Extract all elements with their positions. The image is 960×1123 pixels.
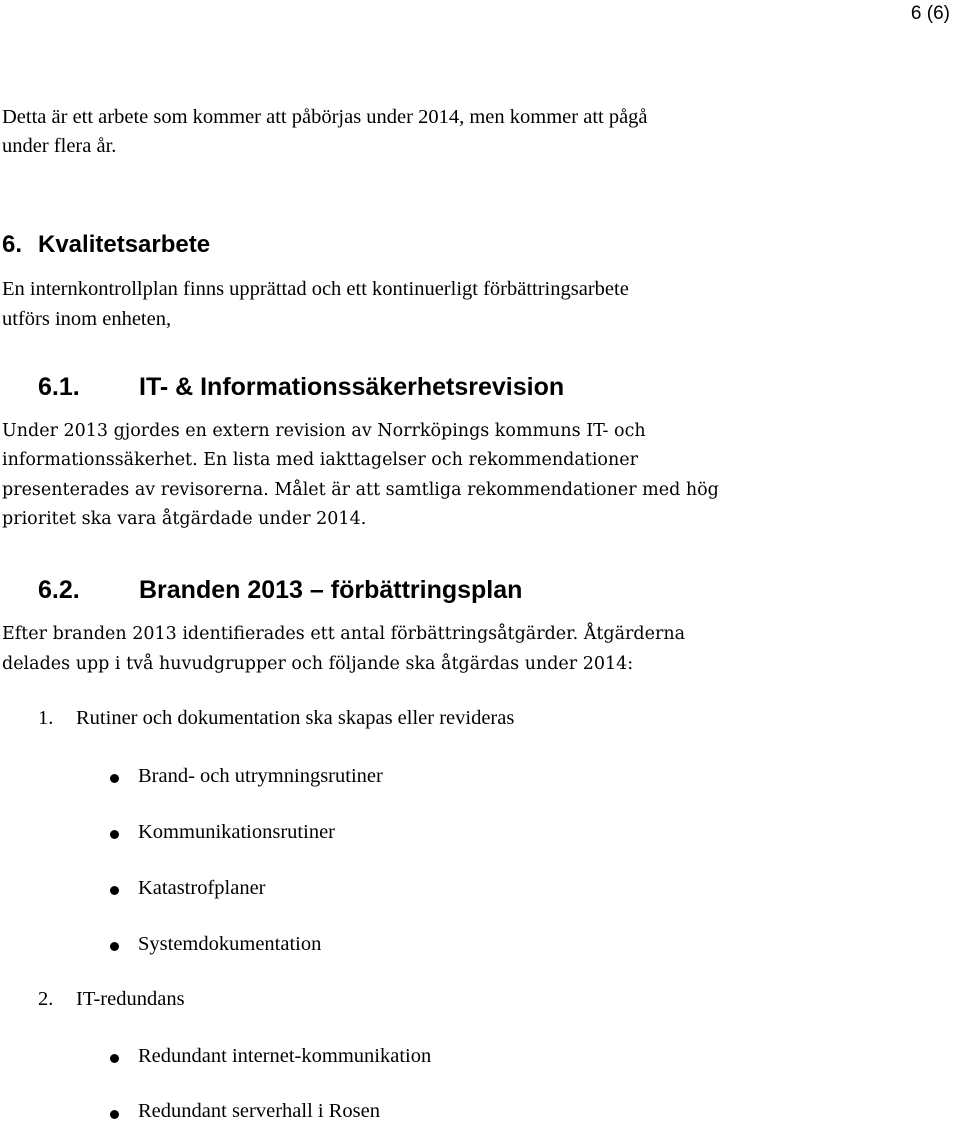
section-6-number: 6. bbox=[2, 231, 23, 258]
bullet-icon bbox=[110, 830, 119, 839]
list-item-label: Rutiner och dokumentation ska skapas eller revideras bbox=[76, 707, 515, 729]
list-item-text: Systemdokumentation bbox=[138, 933, 322, 955]
bullet-icon bbox=[110, 1110, 119, 1119]
section-6-line-2: utförs inom enheten, bbox=[2, 308, 172, 330]
section-6-1-line-3: presenterades av revisorerna. Målet är att samtliga rekommendationer med hög bbox=[2, 480, 719, 500]
page-number: 6 (6) bbox=[910, 3, 950, 24]
list-item-text: Redundant serverhall i Rosen bbox=[138, 1100, 380, 1122]
section-6-1-line-4: prioritet ska vara åtgärdade under 2014. bbox=[2, 509, 367, 529]
list-item-text: Redundant internet-kommunikation bbox=[138, 1045, 432, 1067]
section-6-2-line-1: Efter branden 2013 identifierades ett antal förbättringsåtgärder. Åtgärderna bbox=[2, 624, 686, 644]
bullet-icon bbox=[110, 774, 119, 783]
section-6-1-title: IT- & Informationssäkerhetsrevision bbox=[139, 373, 565, 401]
section-6-1-line-1: Under 2013 gjordes en extern revision av Norrköpings kommuns IT- och bbox=[2, 421, 646, 441]
list-item-text: Katastrofplaner bbox=[138, 877, 266, 899]
intro-line-1: Detta är ett arbete som kommer att påbörjas under 2014, men kommer att pågå bbox=[2, 106, 648, 128]
list-item-number: 1. bbox=[38, 707, 54, 729]
section-6-1-number: 6.1. bbox=[38, 373, 80, 401]
section-6-2-number: 6.2. bbox=[38, 576, 80, 604]
section-6-line-1: En internkontrollplan finns upprättad och ett kontinuerligt förbättringsarbete bbox=[2, 278, 629, 300]
list-item-text: Brand- och utrymningsrutiner bbox=[138, 765, 383, 787]
section-6-1-line-2: informationssäkerhet. En lista med iakttagelser och rekommendationer bbox=[2, 450, 638, 470]
intro-line-2: under flera år. bbox=[2, 135, 117, 157]
bullet-icon bbox=[110, 942, 119, 951]
list-item-label: IT-redundans bbox=[76, 988, 185, 1010]
section-6-2-line-2: delades upp i två huvudgrupper och följande ska åtgärdas under 2014: bbox=[2, 654, 634, 674]
bullet-icon bbox=[110, 1054, 119, 1063]
bullet-icon bbox=[110, 886, 119, 895]
section-6-2-title: Branden 2013 – förbättringsplan bbox=[139, 576, 523, 604]
section-6-title: Kvalitetsarbete bbox=[38, 231, 211, 258]
list-item-number: 2. bbox=[38, 988, 54, 1010]
list-item-text: Kommunikationsrutiner bbox=[138, 821, 336, 843]
